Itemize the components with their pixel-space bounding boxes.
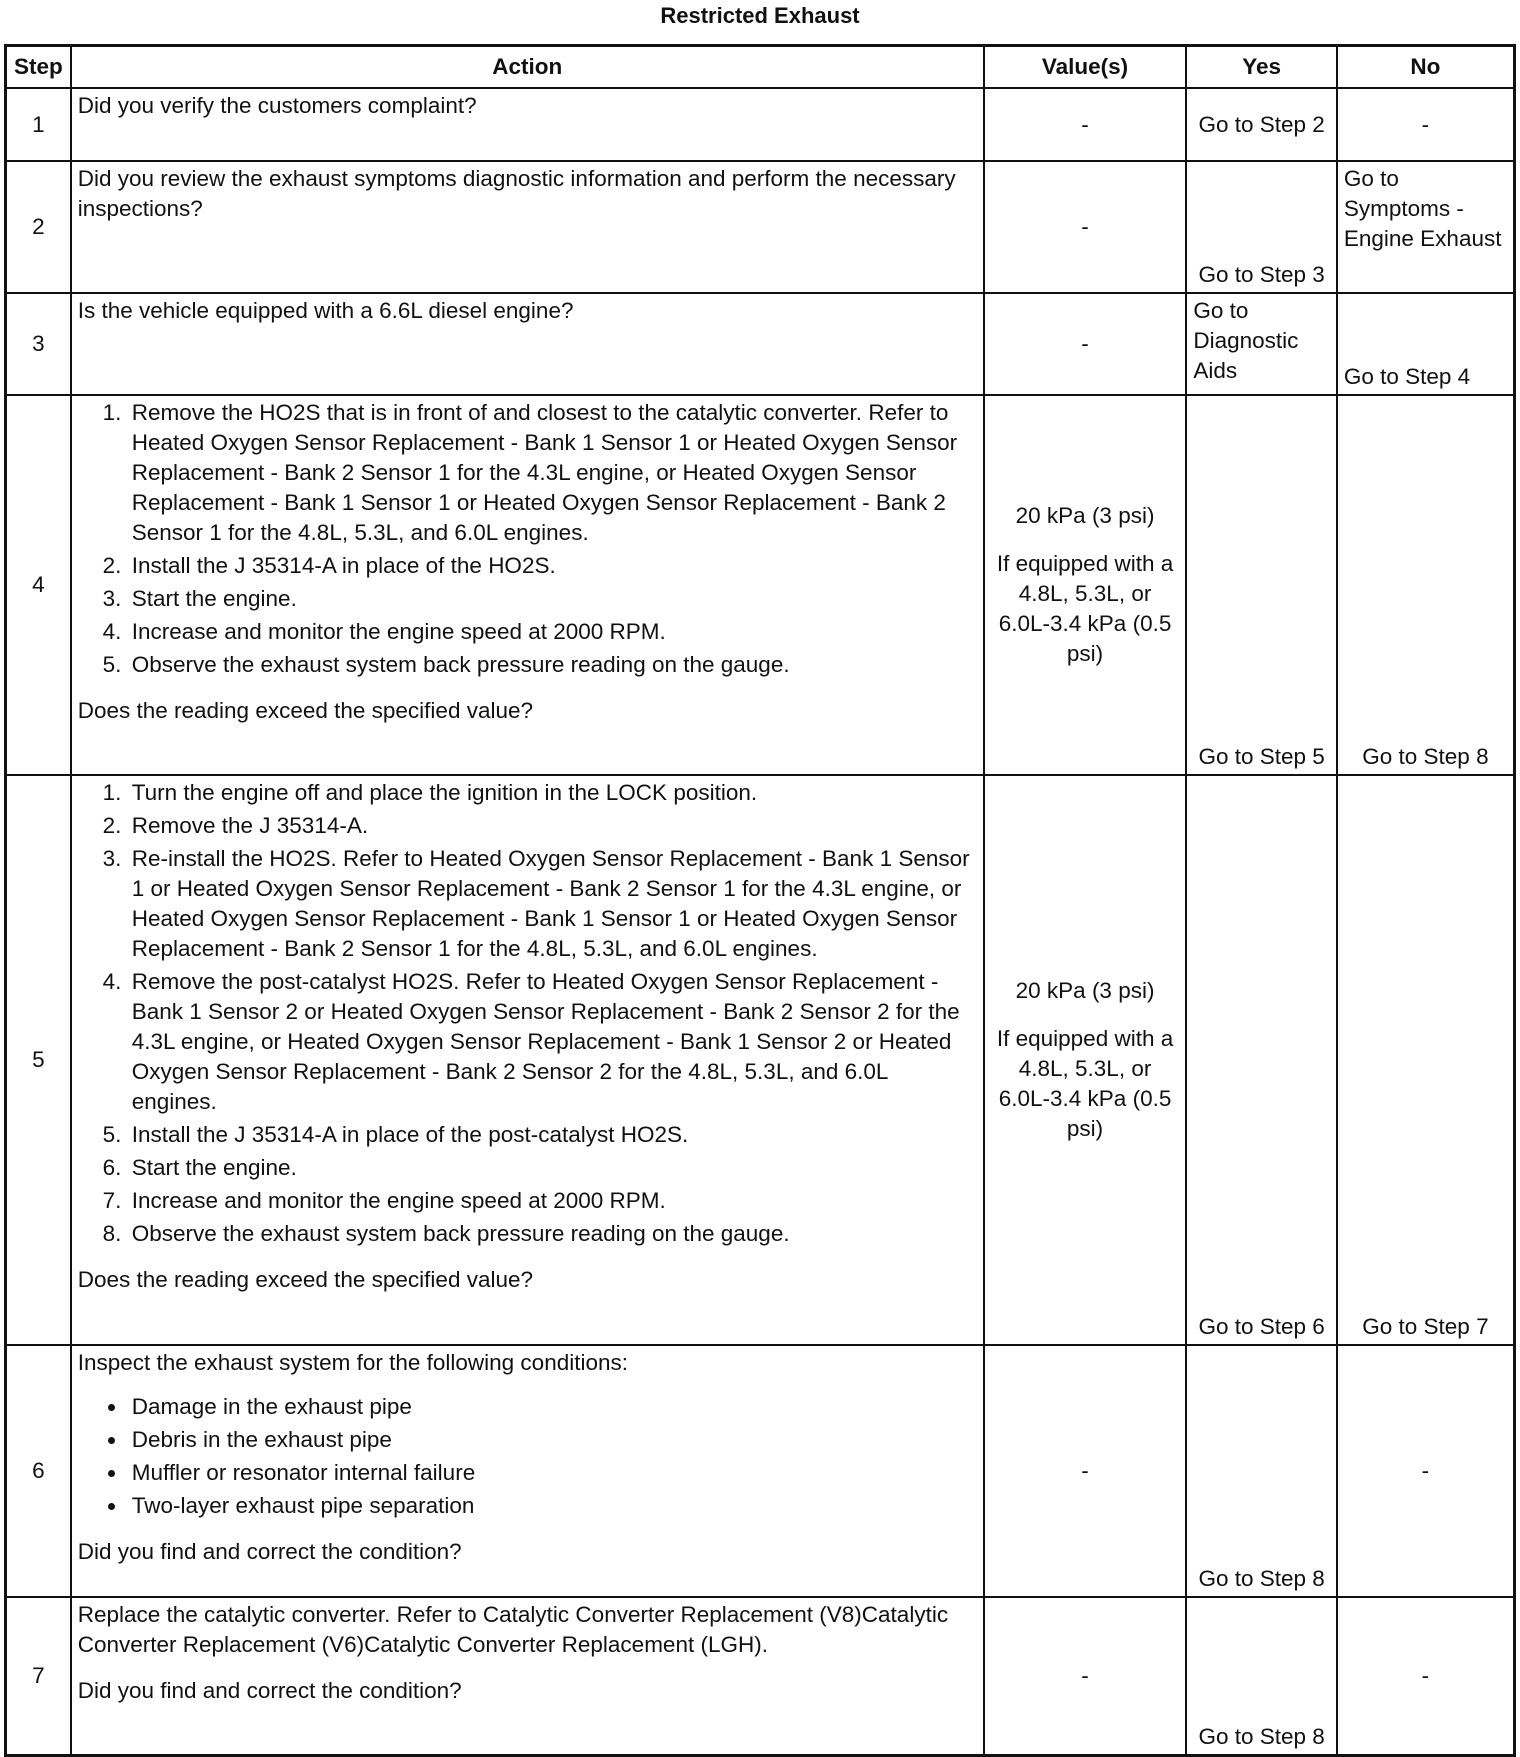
step-number: 7 (6, 1597, 71, 1755)
action-text: Did you verify the customers complaint? (71, 88, 984, 161)
table-row (6, 1345, 1515, 1597)
table-header-row (6, 46, 1515, 89)
value-cell: - (984, 161, 1187, 293)
header-action: Action (71, 46, 984, 89)
no-cell: Go to Step 4 (1337, 293, 1515, 395)
action-text: Replace the catalytic converter. Refer to Catalytic Converter Replacement (V8)Catalytic Converter Replacement (V6)Catalytic Converter Replacement (LGH). (77, 1602, 949, 1657)
action-text: Did you review the exhaust symptoms diagnostic information and perform the necessary inspections? (71, 161, 984, 293)
list-item: 2. Install the J 35314-A in place of the HO2S. (128, 551, 977, 581)
list-item: 1. Turn the engine off and place the ignition in the LOCK position. (128, 778, 977, 808)
list-item: 8. Observe the exhaust system back pressure reading on the gauge. (128, 1219, 977, 1249)
value-cell (984, 395, 1187, 775)
value-cell (984, 775, 1187, 1345)
header-no: No (1337, 46, 1515, 89)
step-number: 4 (6, 395, 71, 775)
list-item: • Debris in the exhaust pipe (128, 1425, 977, 1455)
list-item: 4. Increase and monitor the engine speed at 2000 RPM. (128, 617, 977, 647)
action-cell (71, 395, 984, 775)
table-row (6, 88, 1515, 161)
header-yes: Yes (1186, 46, 1336, 89)
no-cell: - (1337, 1345, 1515, 1597)
value-cell: - (984, 88, 1187, 161)
step-number: 2 (6, 161, 71, 293)
yes-cell: Go to Step 2 (1186, 88, 1336, 161)
yes-cell: Go to Step 8 (1186, 1345, 1336, 1597)
step-number: 3 (6, 293, 71, 395)
value-spec: 20 kPa (3 psi) (1015, 978, 1155, 1003)
no-cell: Go to Symptoms - Engine Exhaust (1337, 161, 1515, 293)
table-row (6, 395, 1515, 775)
list-item: 4. Remove the post-catalyst HO2S. Refer to Heated Oxygen Sensor Replacement - Bank 1 Sensor 2 or Heated Oxygen Sensor Replacement - Bank 2 Sensor 2 for the 4.3L engine, or Heated Oxygen Sensor Replacement - Bank 1 Sensor 2 or Heated Oxygen Sensor Replacement - Bank 2 Sensor 2 for the 4.8L, 5.3L, and 6.0L engines. (128, 967, 977, 1117)
list-item: 7. Increase and monitor the engine speed at 2000 RPM. (128, 1186, 977, 1216)
diagnostic-table (4, 44, 1516, 1757)
page-title: Restricted Exhaust (660, 3, 860, 28)
question-text: Did you find and correct the condition? (77, 1678, 462, 1703)
list-item: 5. Install the J 35314-A in place of the post-catalyst HO2S. (128, 1120, 977, 1150)
list-item: 5. Observe the exhaust system back pressure reading on the gauge. (128, 650, 977, 680)
value-spec: 20 kPa (3 psi) (1015, 503, 1155, 528)
question-text: Does the reading exceed the specified value? (77, 698, 534, 723)
yes-cell: Go to Step 8 (1186, 1597, 1336, 1755)
list-item: 2. Remove the J 35314-A. (128, 811, 977, 841)
header-step: Step (6, 46, 71, 89)
no-cell: - (1337, 1597, 1515, 1755)
no-cell: Go to Step 7 (1337, 775, 1515, 1345)
list-item: • Muffler or resonator internal failure (128, 1458, 977, 1488)
step-number: 6 (6, 1345, 71, 1597)
list-item: 3. Re-install the HO2S. Refer to Heated Oxygen Sensor Replacement - Bank 1 Sensor 1 or Heated Oxygen Sensor Replacement - Bank 2 Sensor 1 for the 4.3L engine, or Heated Oxygen Sensor Replacement - Bank 1 Sensor 1 or Heated Oxygen Sensor Replacement - Bank 2 Sensor 1 for the 4.8L, 5.3L, and 6.0L engines. (128, 844, 977, 964)
yes-cell: Go to Step 6 (1186, 775, 1336, 1345)
value-note: If equipped with a 4.8L, 5.3L, or 6.0L-3.4 kPa (0.5 psi) (996, 1026, 1174, 1141)
value-note: If equipped with a 4.8L, 5.3L, or 6.0L-3.4 kPa (0.5 psi) (996, 551, 1174, 666)
condition-list (78, 1392, 977, 1521)
action-text: Is the vehicle equipped with a 6.6L diesel engine? (71, 293, 984, 395)
value-cell: - (984, 1597, 1187, 1755)
table-row (6, 293, 1515, 395)
step-number: 5 (6, 775, 71, 1345)
step-number: 1 (6, 88, 71, 161)
table-row (6, 161, 1515, 293)
yes-cell: Go to Diagnostic Aids (1186, 293, 1336, 395)
list-item: 1. Remove the HO2S that is in front of and closest to the catalytic converter. Refer to Heated Oxygen Sensor Replacement - Bank 1 Sensor 1 or Heated Oxygen Sensor Replacement - Bank 2 Sensor 1 for the 4.3L engine, or Heated Oxygen Sensor Replacement - Bank 1 Sensor 1 or Heated Oxygen Sensor Replacement - Bank 2 Sensor 1 for the 4.8L, 5.3L, and 6.0L engines. (128, 398, 977, 548)
value-cell: - (984, 293, 1187, 395)
list-item: 3. Start the engine. (128, 584, 977, 614)
table-row (6, 1597, 1515, 1755)
list-item: • Damage in the exhaust pipe (128, 1392, 977, 1422)
value-cell: - (984, 1345, 1187, 1597)
yes-cell: Go to Step 5 (1186, 395, 1336, 775)
question-text: Does the reading exceed the specified value? (77, 1267, 534, 1292)
yes-cell: Go to Step 3 (1186, 161, 1336, 293)
header-values: Value(s) (984, 46, 1187, 89)
list-item: • Two-layer exhaust pipe separation (128, 1491, 977, 1521)
question-text: Did you find and correct the condition? (77, 1539, 462, 1564)
action-cell (71, 775, 984, 1345)
instruction-list (78, 778, 977, 1249)
list-item: 6. Start the engine. (128, 1153, 977, 1183)
table-row (6, 775, 1515, 1345)
no-cell: - (1337, 88, 1515, 161)
intro-text: Inspect the exhaust system for the following conditions: (77, 1350, 628, 1375)
action-cell (71, 1345, 984, 1597)
instruction-list (78, 398, 977, 680)
no-cell: Go to Step 8 (1337, 395, 1515, 775)
action-cell (71, 1597, 984, 1755)
